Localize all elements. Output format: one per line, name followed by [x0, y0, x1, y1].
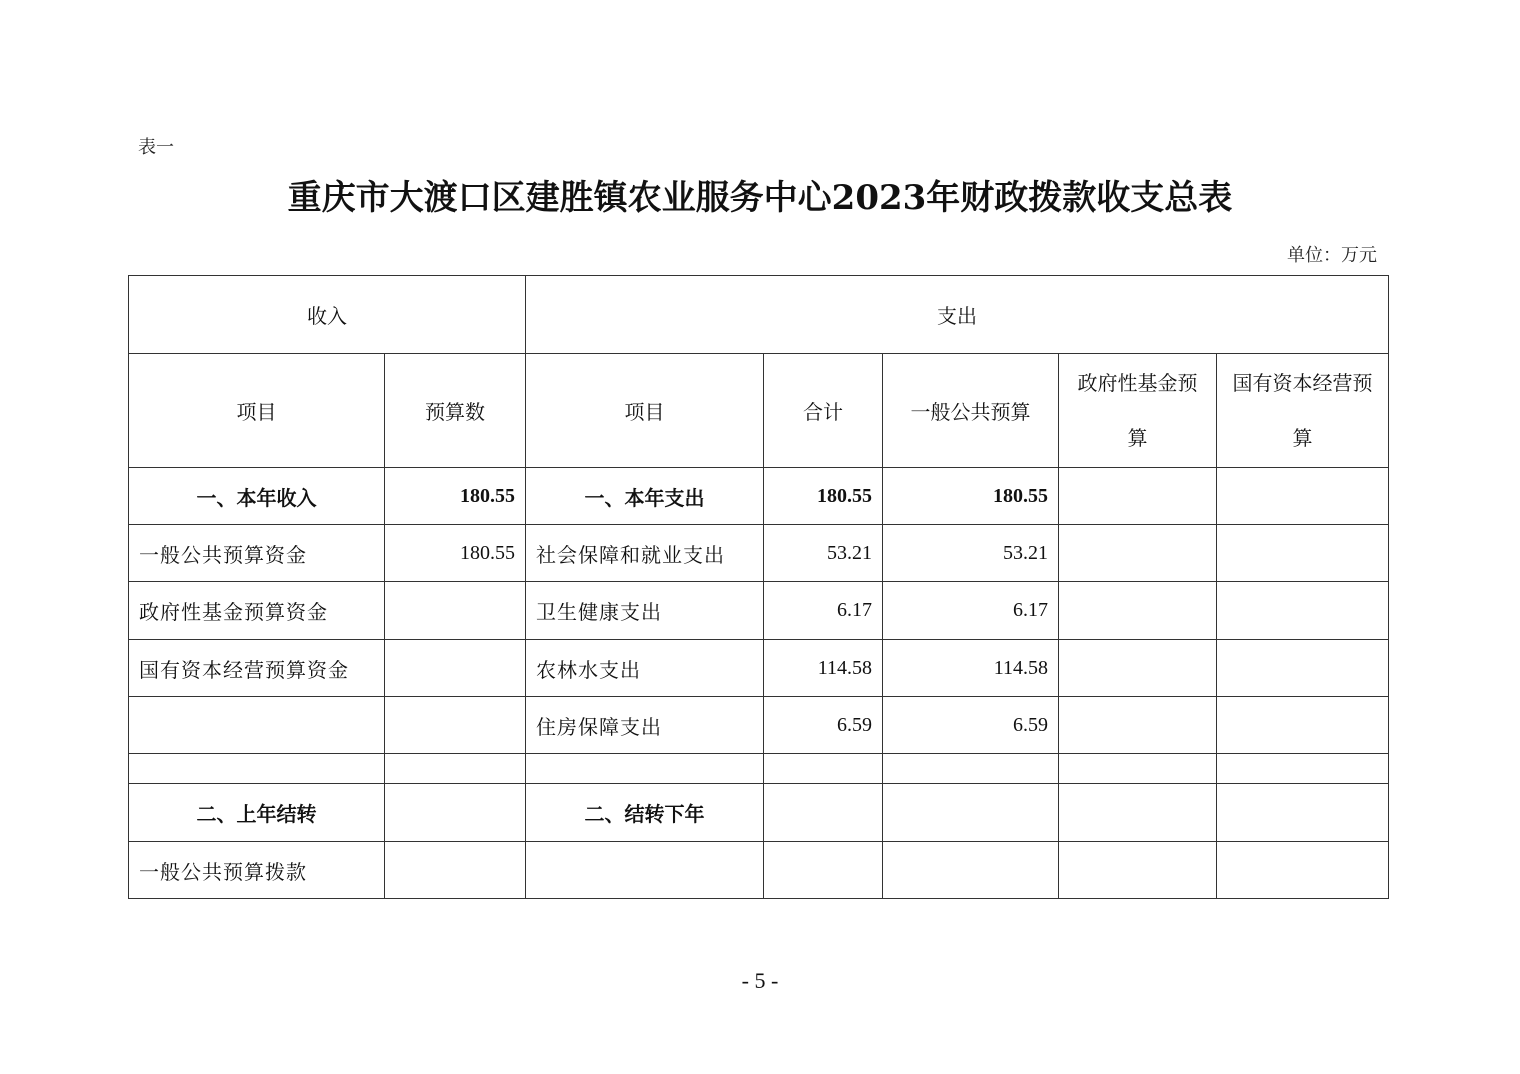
gov-fund-budget-header: 政府性基金预算: [1059, 354, 1217, 468]
income-budget-cell: [385, 640, 526, 697]
table-row: [129, 754, 1389, 784]
state-capital-cell: [1217, 784, 1389, 842]
table-row: [129, 582, 1389, 640]
general-budget-cell: 180.55: [883, 468, 1059, 525]
gov-fund-cell: [1059, 842, 1217, 899]
total-cell: 6.17: [764, 582, 883, 640]
state-capital-cell: [1217, 582, 1389, 640]
expense-item-cell: 社会保障和就业支出: [526, 525, 764, 582]
income-budget-cell: [385, 784, 526, 842]
expense-item-cell: 住房保障支出: [526, 697, 764, 754]
general-budget-cell: [883, 842, 1059, 899]
general-budget-cell: [883, 784, 1059, 842]
income-item-cell: 二、上年结转: [129, 784, 385, 842]
income-item-cell: 国有资本经营预算资金: [129, 640, 385, 697]
total-header: 合计: [764, 354, 883, 468]
page-number: - 5 -: [741, 968, 779, 993]
state-capital-cell: [1217, 754, 1389, 784]
gov-fund-cell: [1059, 582, 1217, 640]
total-cell: [764, 754, 883, 784]
header-row-1: [129, 276, 1389, 354]
income-item-cell: 一、本年收入: [129, 468, 385, 525]
gov-fund-cell: [1059, 468, 1217, 525]
budget-summary-table: [128, 275, 1389, 899]
expense-item-cell: 农林水支出: [526, 640, 764, 697]
state-capital-budget-header: 国有资本经营预算: [1217, 354, 1389, 468]
table-label: 表一: [138, 137, 174, 158]
gov-fund-cell: [1059, 754, 1217, 784]
table-row: [129, 697, 1389, 754]
general-budget-header: 一般公共预算: [883, 354, 1059, 468]
expense-item-cell: [526, 842, 764, 899]
table-row: [129, 842, 1389, 899]
income-item-cell: 一般公共预算拨款: [129, 842, 385, 899]
expense-item-header: 项目: [526, 354, 764, 468]
gov-fund-cell: [1059, 525, 1217, 582]
table-row: [129, 640, 1389, 697]
income-budget-cell: [385, 842, 526, 899]
expense-item-cell: 一、本年支出: [526, 468, 764, 525]
income-item-cell: 政府性基金预算资金: [129, 582, 385, 640]
table-row: [129, 468, 1389, 525]
document-title: 重庆市大渡口区建胜镇农业服务中心2023年财政拨款收支总表: [287, 178, 1233, 218]
state-capital-cell: [1217, 842, 1389, 899]
income-budget-cell: 180.55: [385, 468, 526, 525]
income-budget-cell: 180.55: [385, 525, 526, 582]
gov-fund-cell: [1059, 697, 1217, 754]
general-budget-cell: 6.59: [883, 697, 1059, 754]
income-item-cell: [129, 697, 385, 754]
expense-header: 支出: [526, 276, 1389, 354]
expense-item-cell: 二、结转下年: [526, 784, 764, 842]
total-cell: [764, 784, 883, 842]
header-row-2: [129, 354, 1389, 468]
unit-note: 单位：万元: [1287, 245, 1377, 266]
state-capital-cell: [1217, 640, 1389, 697]
gov-fund-cell: [1059, 784, 1217, 842]
state-capital-cell: [1217, 525, 1389, 582]
income-budget-cell: [385, 754, 526, 784]
table-row: [129, 784, 1389, 842]
table-row: [129, 525, 1389, 582]
total-cell: 6.59: [764, 697, 883, 754]
general-budget-cell: 53.21: [883, 525, 1059, 582]
state-capital-cell: [1217, 468, 1389, 525]
income-item-cell: 一般公共预算资金: [129, 525, 385, 582]
expense-item-cell: [526, 754, 764, 784]
total-cell: [764, 842, 883, 899]
general-budget-cell: 114.58: [883, 640, 1059, 697]
income-budget-header: 预算数: [385, 354, 526, 468]
income-budget-cell: [385, 582, 526, 640]
total-cell: 53.21: [764, 525, 883, 582]
general-budget-cell: [883, 754, 1059, 784]
total-cell: 114.58: [764, 640, 883, 697]
income-item-cell: [129, 754, 385, 784]
general-budget-cell: 6.17: [883, 582, 1059, 640]
total-cell: 180.55: [764, 468, 883, 525]
gov-fund-cell: [1059, 640, 1217, 697]
state-capital-cell: [1217, 697, 1389, 754]
expense-item-cell: 卫生健康支出: [526, 582, 764, 640]
income-budget-cell: [385, 697, 526, 754]
income-header: 收入: [129, 276, 526, 354]
income-item-header: 项目: [129, 354, 385, 468]
